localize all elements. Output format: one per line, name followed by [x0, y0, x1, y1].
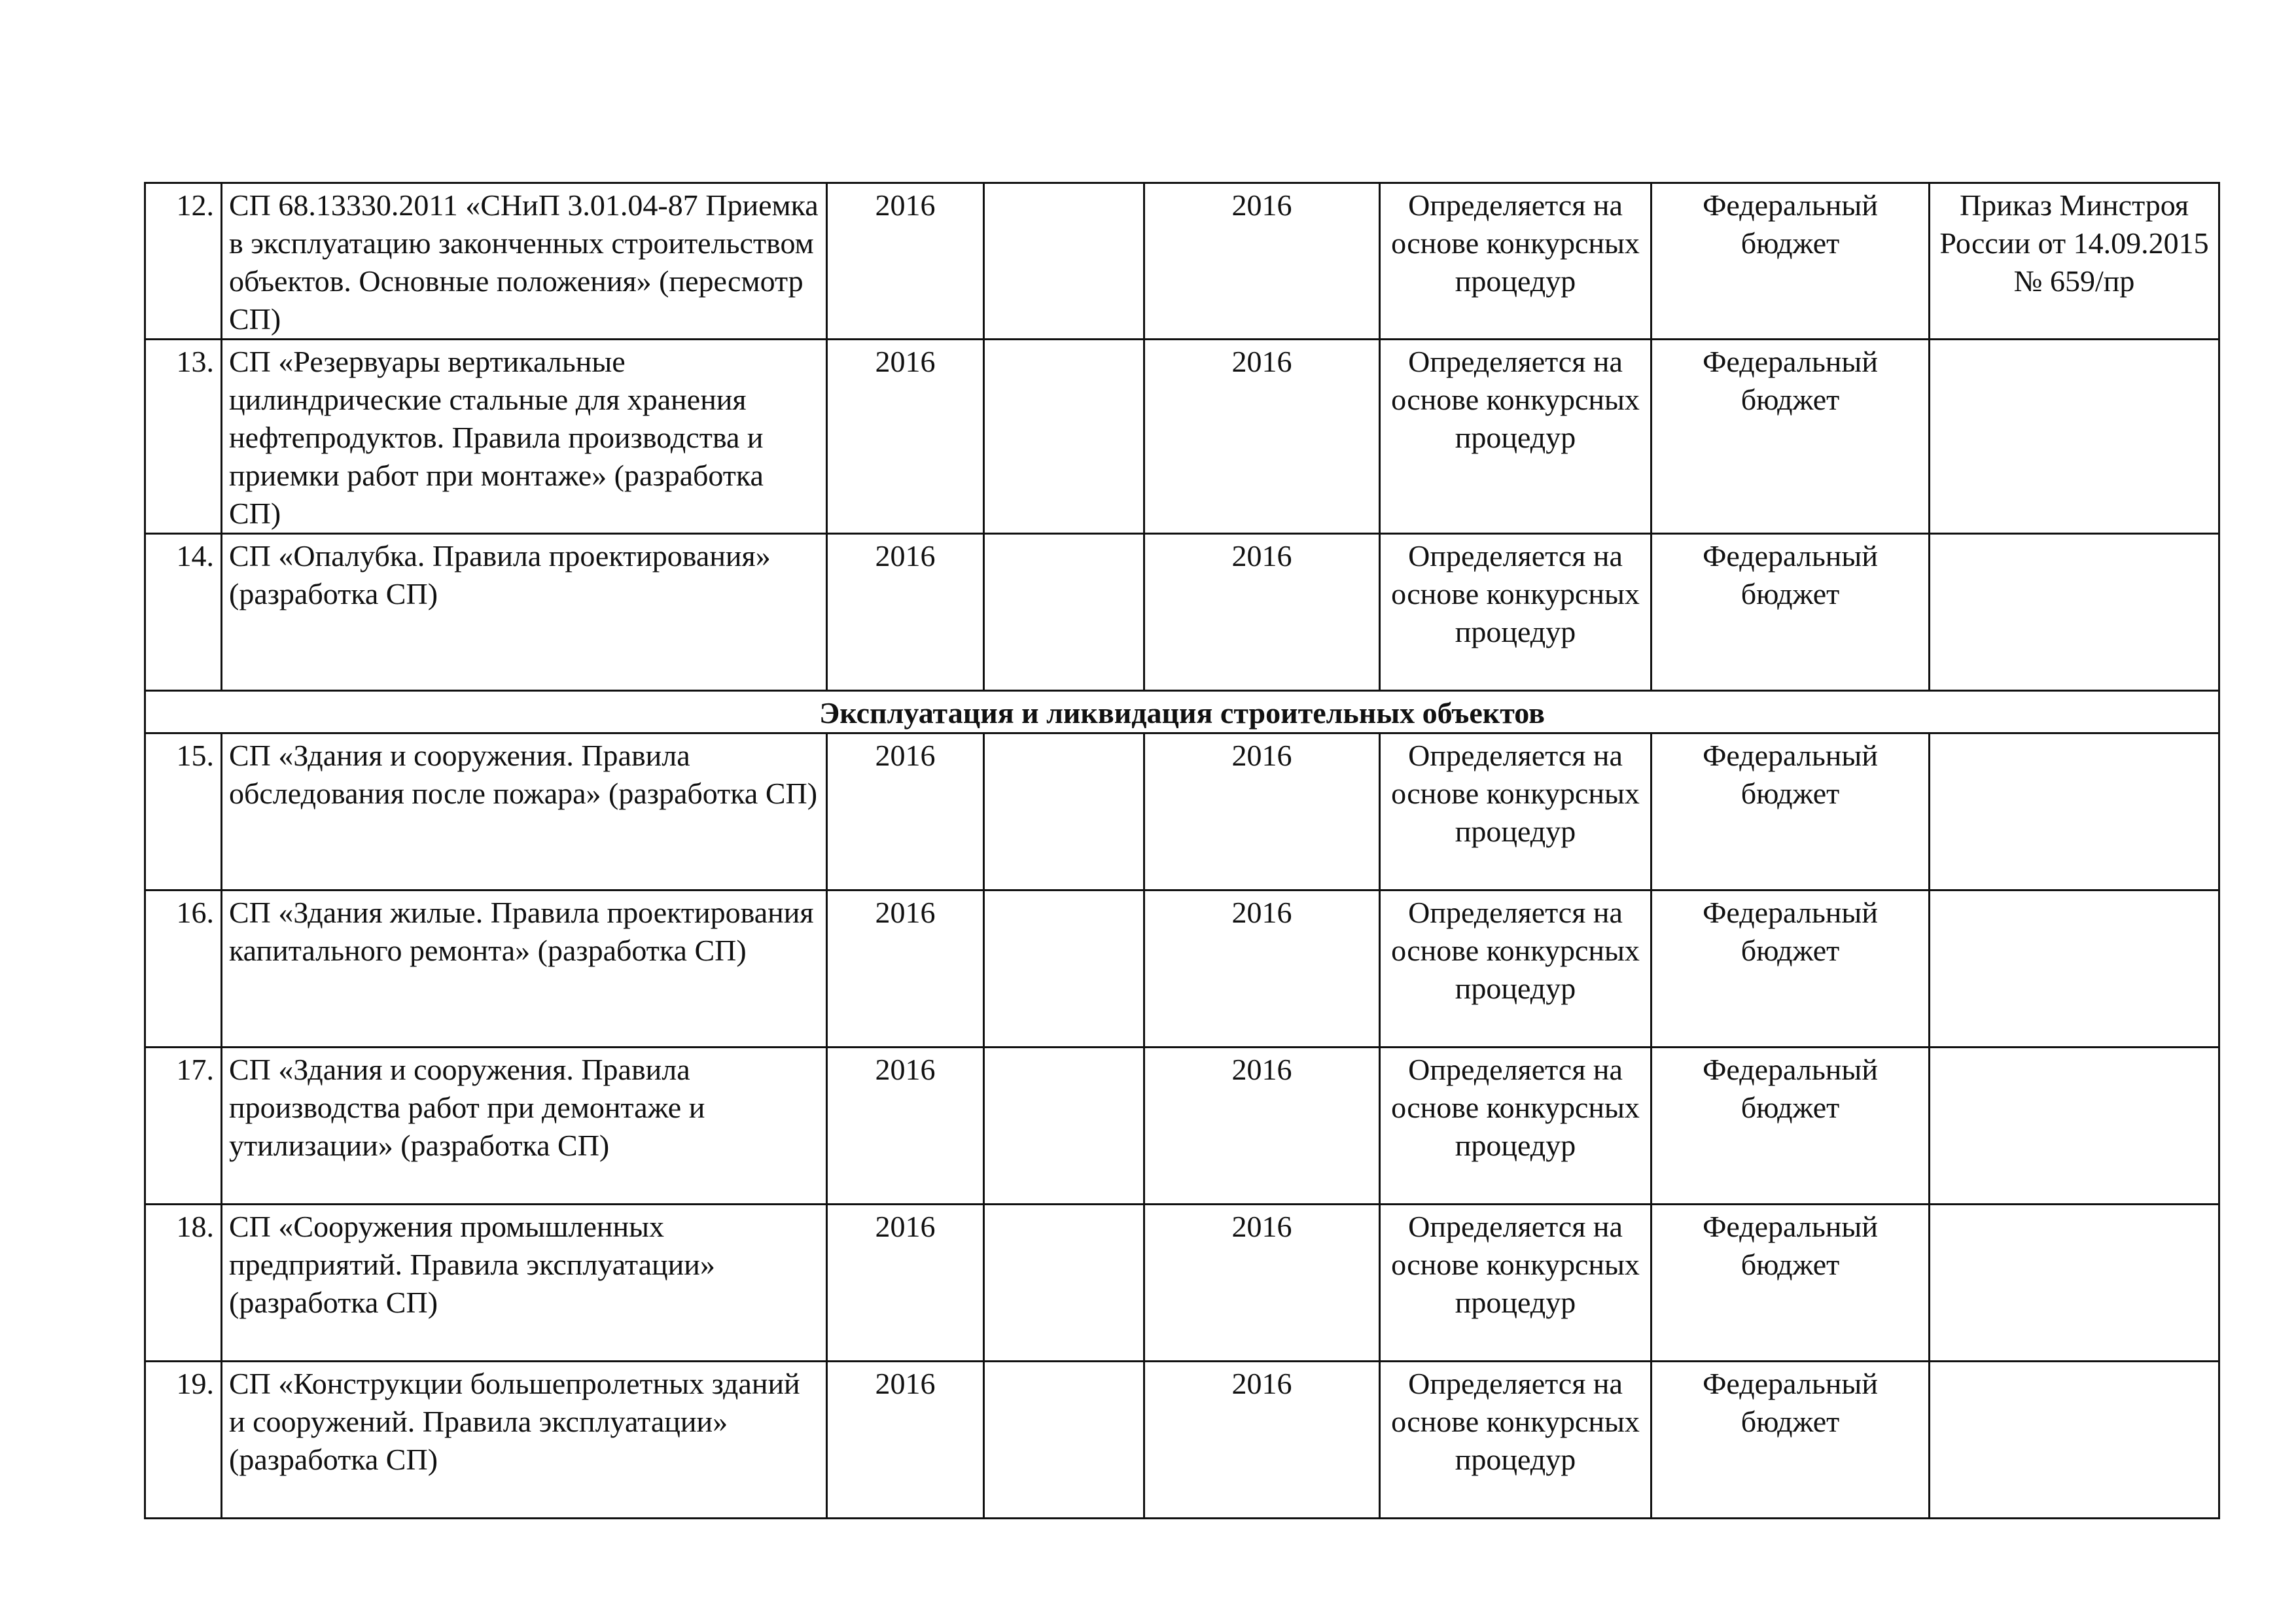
- table-row: [145, 340, 2219, 534]
- funding-source: Федеральный бюджет: [1651, 534, 1930, 691]
- cost-cell: Определяется на основе конкурсных процедур: [1380, 733, 1651, 890]
- end-year: 2016: [1144, 534, 1380, 691]
- document-title: СП «Резервуары вертикальные цилиндрические стальные для хранения нефтепродуктов. Правила производства и приемки работ при монтаже» (разработка СП): [222, 340, 827, 534]
- funding-source: Федеральный бюджет: [1651, 733, 1930, 890]
- start-year: 2016: [827, 534, 984, 691]
- start-year: 2016: [827, 733, 984, 890]
- section-title: Эксплуатация и ликвидация строительных объектов: [145, 691, 2219, 733]
- start-year: 2016: [827, 183, 984, 340]
- cost-cell: Определяется на основе конкурсных процедур: [1380, 340, 1651, 534]
- funding-source: Федеральный бюджет: [1651, 1048, 1930, 1205]
- basis-cell: [1930, 890, 2219, 1048]
- end-year: 2016: [1144, 890, 1380, 1048]
- end-year: 2016: [1144, 1362, 1380, 1519]
- row-number: 12.: [145, 183, 222, 340]
- start-year: 2016: [827, 1362, 984, 1519]
- end-year: 2016: [1144, 733, 1380, 890]
- cost-cell: Определяется на основе конкурсных процедур: [1380, 1205, 1651, 1362]
- empty-cell: [984, 183, 1144, 340]
- end-year: 2016: [1144, 183, 1380, 340]
- table-row: [145, 1205, 2219, 1362]
- document-title: СП «Здания и сооружения. Правила производства работ при демонтаже и утилизации» (разработка СП): [222, 1048, 827, 1205]
- empty-cell: [984, 1048, 1144, 1205]
- funding-source: Федеральный бюджет: [1651, 340, 1930, 534]
- row-number: 19.: [145, 1362, 222, 1519]
- basis-cell: [1930, 340, 2219, 534]
- end-year: 2016: [1144, 340, 1380, 534]
- basis-cell: [1930, 534, 2219, 691]
- empty-cell: [984, 733, 1144, 890]
- cost-cell: Определяется на основе конкурсных процедур: [1380, 183, 1651, 340]
- cost-cell: Определяется на основе конкурсных процедур: [1380, 1362, 1651, 1519]
- empty-cell: [984, 890, 1144, 1048]
- table-row: [145, 183, 2219, 340]
- basis-cell: [1930, 1362, 2219, 1519]
- row-number: 16.: [145, 890, 222, 1048]
- document-title: СП «Сооружения промышленных предприятий. Правила эксплуатации» (разработка СП): [222, 1205, 827, 1362]
- table-row: [145, 534, 2219, 691]
- basis-cell: [1930, 1205, 2219, 1362]
- end-year: 2016: [1144, 1205, 1380, 1362]
- table-row: [145, 1362, 2219, 1519]
- document-title: СП «Здания и сооружения. Правила обследования после пожара» (разработка СП): [222, 733, 827, 890]
- row-number: 14.: [145, 534, 222, 691]
- table-row: [145, 890, 2219, 1048]
- table-row: [145, 1048, 2219, 1205]
- start-year: 2016: [827, 890, 984, 1048]
- row-number: 18.: [145, 1205, 222, 1362]
- row-number: 15.: [145, 733, 222, 890]
- start-year: 2016: [827, 340, 984, 534]
- row-number: 17.: [145, 1048, 222, 1205]
- cost-cell: Определяется на основе конкурсных процедур: [1380, 890, 1651, 1048]
- document-title: СП «Конструкции большепролетных зданий и сооружений. Правила эксплуатации» (разработка СП): [222, 1362, 827, 1519]
- cost-cell: Определяется на основе конкурсных процедур: [1380, 1048, 1651, 1205]
- basis-cell: [1930, 733, 2219, 890]
- basis-cell: Приказ Минстроя России от 14.09.2015 № 659/пр: [1930, 183, 2219, 340]
- row-number: 13.: [145, 340, 222, 534]
- empty-cell: [984, 340, 1144, 534]
- document-title: СП «Опалубка. Правила проектирования» (разработка СП): [222, 534, 827, 691]
- empty-cell: [984, 1362, 1144, 1519]
- funding-source: Федеральный бюджет: [1651, 1205, 1930, 1362]
- plan-table: [144, 182, 2220, 1519]
- start-year: 2016: [827, 1048, 984, 1205]
- cost-cell: Определяется на основе конкурсных процедур: [1380, 534, 1651, 691]
- section-row: [145, 691, 2219, 733]
- start-year: 2016: [827, 1205, 984, 1362]
- funding-source: Федеральный бюджет: [1651, 1362, 1930, 1519]
- table-row: [145, 733, 2219, 890]
- funding-source: Федеральный бюджет: [1651, 183, 1930, 340]
- funding-source: Федеральный бюджет: [1651, 890, 1930, 1048]
- end-year: 2016: [1144, 1048, 1380, 1205]
- document-title: СП «Здания жилые. Правила проектирования капитального ремонта» (разработка СП): [222, 890, 827, 1048]
- basis-cell: [1930, 1048, 2219, 1205]
- empty-cell: [984, 1205, 1144, 1362]
- empty-cell: [984, 534, 1144, 691]
- document-title: СП 68.13330.2011 «СНиП 3.01.04-87 Приемка в эксплуатацию законченных строительством объектов. Основные положения» (пересмотр СП): [222, 183, 827, 340]
